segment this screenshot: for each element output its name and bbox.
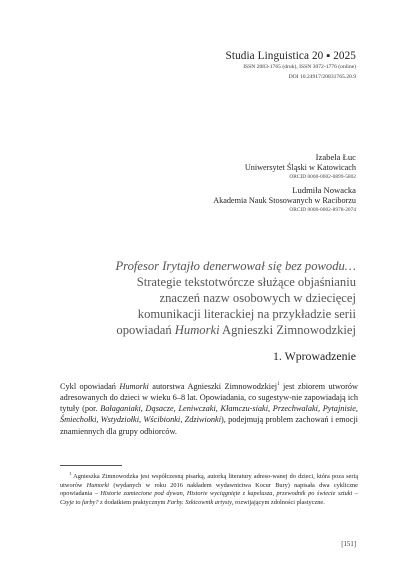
author-1 bbox=[213, 152, 356, 181]
author-affiliation: Akademia Nauk Stosowanych w Raciborzu bbox=[213, 196, 356, 205]
footnote-divider bbox=[60, 465, 122, 466]
author-2 bbox=[213, 185, 356, 214]
title-line bbox=[56, 322, 356, 338]
author-name: Izabela Łuc bbox=[315, 152, 356, 162]
footnote bbox=[60, 470, 358, 507]
text-span: Cykl opowiadań bbox=[60, 381, 120, 391]
section-heading: 1. Wprowadzenie bbox=[273, 349, 356, 363]
author-name: Ludmiła Nowacka bbox=[292, 185, 356, 195]
title-line: komunikacji literackiej na przykładzie serii bbox=[137, 307, 356, 321]
title-text: Agnieszki Zimnowodzkiej bbox=[219, 323, 356, 337]
title-line-italic: Profesor Irytajło denerwował się bez powodu… bbox=[115, 259, 356, 273]
paragraph bbox=[60, 379, 358, 437]
journal-issn: ISSN 2083-1765 (druk), ISSN 3072-1776 (online) bbox=[243, 64, 356, 70]
title-series-name: Humorki bbox=[174, 323, 220, 337]
body-paragraph bbox=[60, 379, 358, 437]
text-span: z dodatkiem praktycznym bbox=[98, 498, 168, 506]
text-span: , rozwijającym zdolności plastyczne. bbox=[231, 498, 325, 506]
text-span: autorstwa Agnieszki Zimnowodzkiej bbox=[148, 381, 278, 391]
text-span: (wydanych w roku 2016 nakładem wydawnictwa Kocur Bury) napisała dwa cykliczne opowiadania – bbox=[60, 481, 358, 498]
page-number: [151] bbox=[341, 541, 356, 548]
author-orcid: ORCID 0000-0002-8978-2074 bbox=[289, 207, 356, 213]
author-affiliation: Uniwersytet Śląski w Katowicach bbox=[244, 163, 356, 172]
author-orcid: ORCID 0000-0002-0899-5802 bbox=[289, 174, 356, 180]
italic-span: Czyje to farby? bbox=[60, 498, 99, 506]
footnote-number: 1 bbox=[69, 471, 72, 476]
authors-block bbox=[213, 152, 356, 218]
journal-doi: DOI 10.24917/20831765.20.9 bbox=[288, 73, 356, 80]
text-span: jest zbiorem utworów adresowanych do dzieci w wieku 6–8 lat. Opowiadania, co sugestyw-nie zapowiadają ich tytuły (por. bbox=[60, 381, 358, 414]
italic-span: Farby. Szkicownik artysty bbox=[167, 498, 232, 506]
title-line: Strategie tekstotwórcze służące objaśnianiu bbox=[136, 275, 356, 289]
italic-span: Historie zamiecione pod dywan, Historie wyciągnięte z kapelusza, przewodnik po świecie sztuki bbox=[100, 490, 353, 498]
text-span: – bbox=[352, 490, 358, 498]
italic-span: Humorki bbox=[86, 481, 110, 489]
title-text: opowiadań bbox=[116, 323, 175, 337]
journal-title: Studia Linguistica 20 ▪ 2025 bbox=[225, 50, 356, 62]
italic-span: Humorki bbox=[119, 381, 149, 391]
article-title bbox=[56, 258, 356, 338]
journal-header bbox=[226, 50, 356, 81]
text-span: Agnieszka Zimnowodzka jest współczesną pisarką, autorką literatury adreso-wanej do dzieci, która poza serią utworów bbox=[60, 473, 358, 489]
title-line: znaczeń nazw osobowych w dziecięcej bbox=[159, 291, 356, 305]
text-span: ), podejmują problem zachowań i emocji znamiennych dla grupy odbiorców. bbox=[60, 415, 358, 436]
footnote-marker[interactable]: 1 bbox=[277, 382, 280, 387]
italic-span: Bałaganiaki, Dąsacze, Leniwczaki, Kłamczu-siaki, Przechwalaki, Pytajnisie, Śmiechołki, Wstydziołki, Wścibionki, Zdziwionki bbox=[60, 404, 358, 425]
